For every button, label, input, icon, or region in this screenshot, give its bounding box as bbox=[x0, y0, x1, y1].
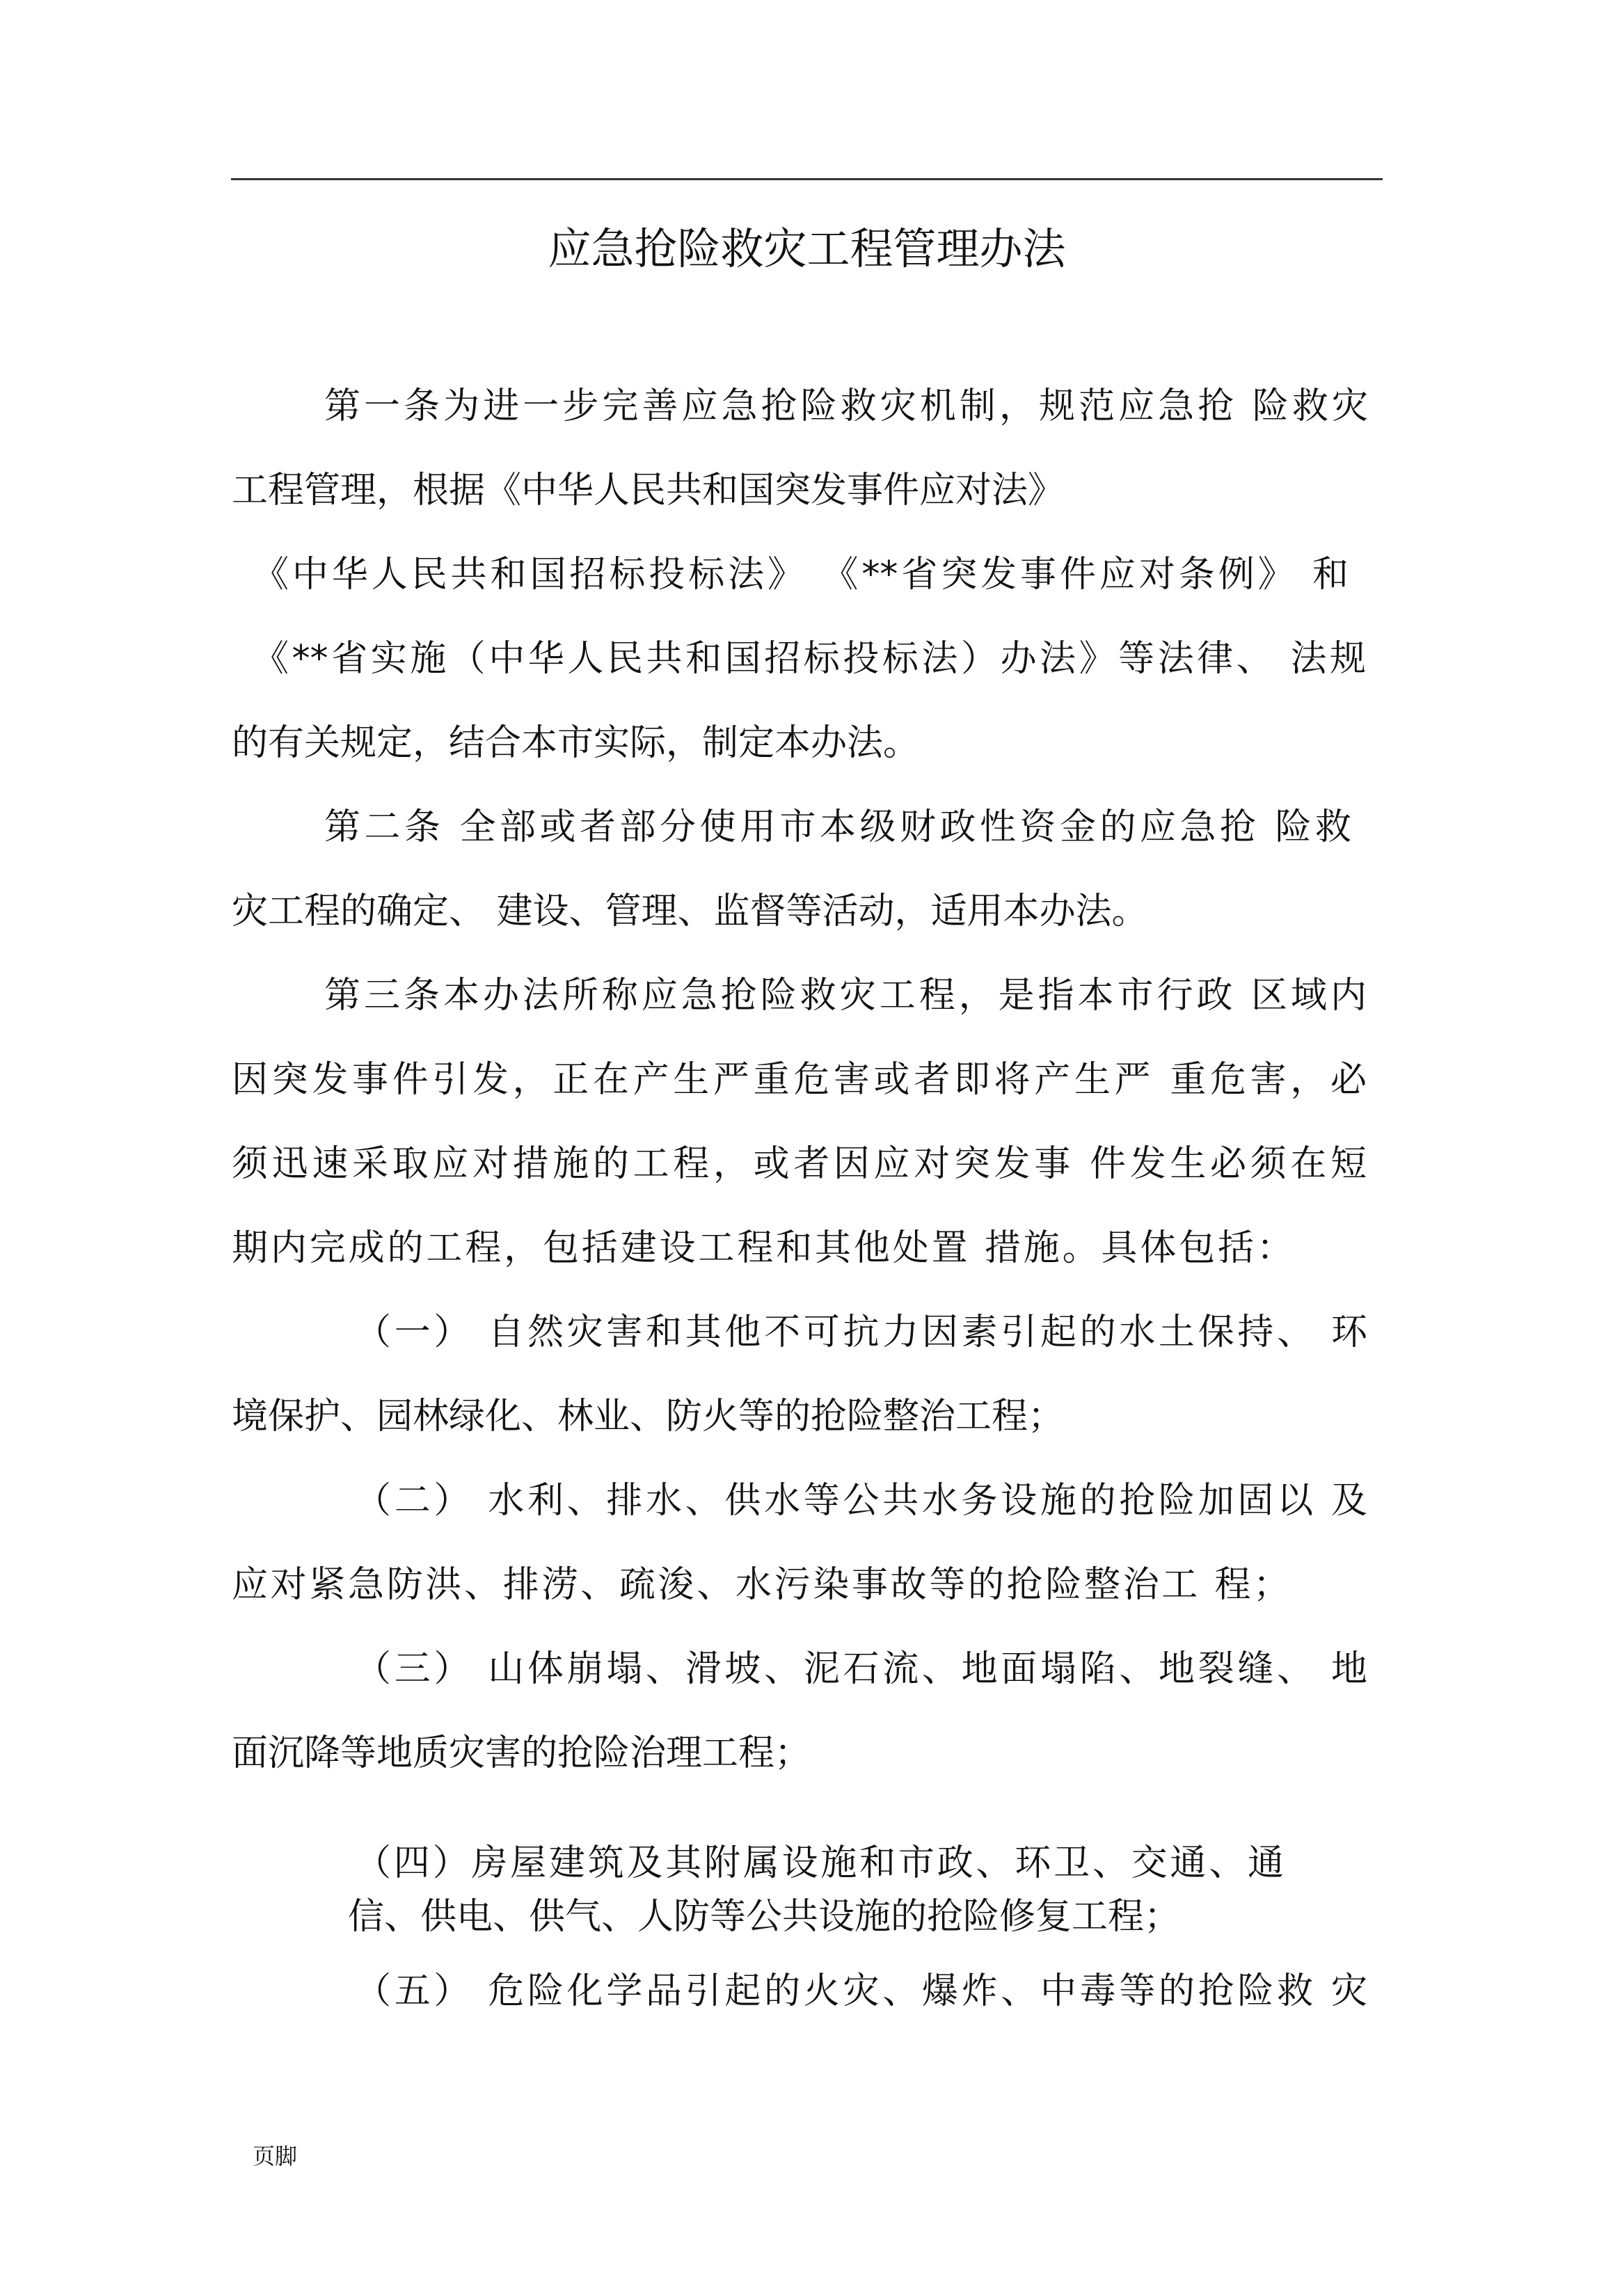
paragraph-line: （五） 危险化学品引起的火灾、爆炸、中毒等的抢险救 灾 bbox=[355, 1970, 1367, 2012]
paragraph-line: 境保护、园林绿化、林业、防火等的抢险整治工程； bbox=[232, 1396, 1065, 1437]
paragraph-line: 灾工程的确定、 建设、管理、监督等活动，适用本办法。 bbox=[232, 891, 1148, 932]
paragraph-line: 第三条本办法所称应急抢险救灾工程，是指本市行政 区域内 bbox=[324, 975, 1367, 1017]
paragraph-line: 信、供电、供气、人防等公共设施的抢险修复工程； bbox=[348, 1896, 1181, 1938]
document-title: 应急抢险救灾工程管理办法 bbox=[548, 223, 1066, 274]
paragraph-line: （二） 水利、排水、供水等公共水务设施的抢险加固以 及 bbox=[355, 1480, 1367, 1522]
paragraph-line: 《中华人民共和国招标投标法》 《**省突发事件应对条例》 和 bbox=[253, 554, 1349, 596]
paragraph-line: 面沉降等地质灾害的抢险治理工程； bbox=[232, 1732, 811, 1774]
paragraph-line: 须迅速采取应对措施的工程，或者因应对突发事 件发生必须在短 bbox=[232, 1143, 1367, 1185]
paragraph-line: （一） 自然灾害和其他不可抗力因素引起的水土保持、 环 bbox=[355, 1312, 1367, 1353]
footer-label: 页脚 bbox=[253, 2143, 298, 2169]
paragraph-line: 第一条为进一步完善应急抢险救灾机制，规范应急抢 险救灾 bbox=[324, 385, 1368, 427]
paragraph-line: 的有关规定，结合本市实际，制定本办法。 bbox=[232, 722, 920, 764]
paragraph-line: （四）房屋建筑及其附属设施和市政、环卫、交通、通 bbox=[355, 1842, 1284, 1884]
paragraph-line: 《**省实施（中华人民共和国招标投标法）办法》等法律、 法规 bbox=[253, 638, 1366, 680]
header-rule bbox=[231, 178, 1383, 180]
paragraph-line: 期内完成的工程，包括建设工程和其他处置 措施。具体包括： bbox=[232, 1227, 1293, 1269]
paragraph-line: 应对紧急防洪、排涝、疏浚、水污染事故等的抢险整治工 程； bbox=[232, 1564, 1289, 1606]
paragraph-line: 第二条 全部或者部分使用市本级财政性资金的应急抢 险救 bbox=[324, 806, 1351, 848]
paragraph-line: （三） 山体崩塌、滑坡、泥石流、地面塌陷、地裂缝、 地 bbox=[355, 1648, 1367, 1690]
paragraph-line: 因突发事件引发，正在产生严重危害或者即将产生严 重危害，必 bbox=[232, 1059, 1367, 1101]
paragraph-line: 工程管理，根据《中华人民共和国突发事件应对法》 bbox=[232, 470, 1065, 511]
